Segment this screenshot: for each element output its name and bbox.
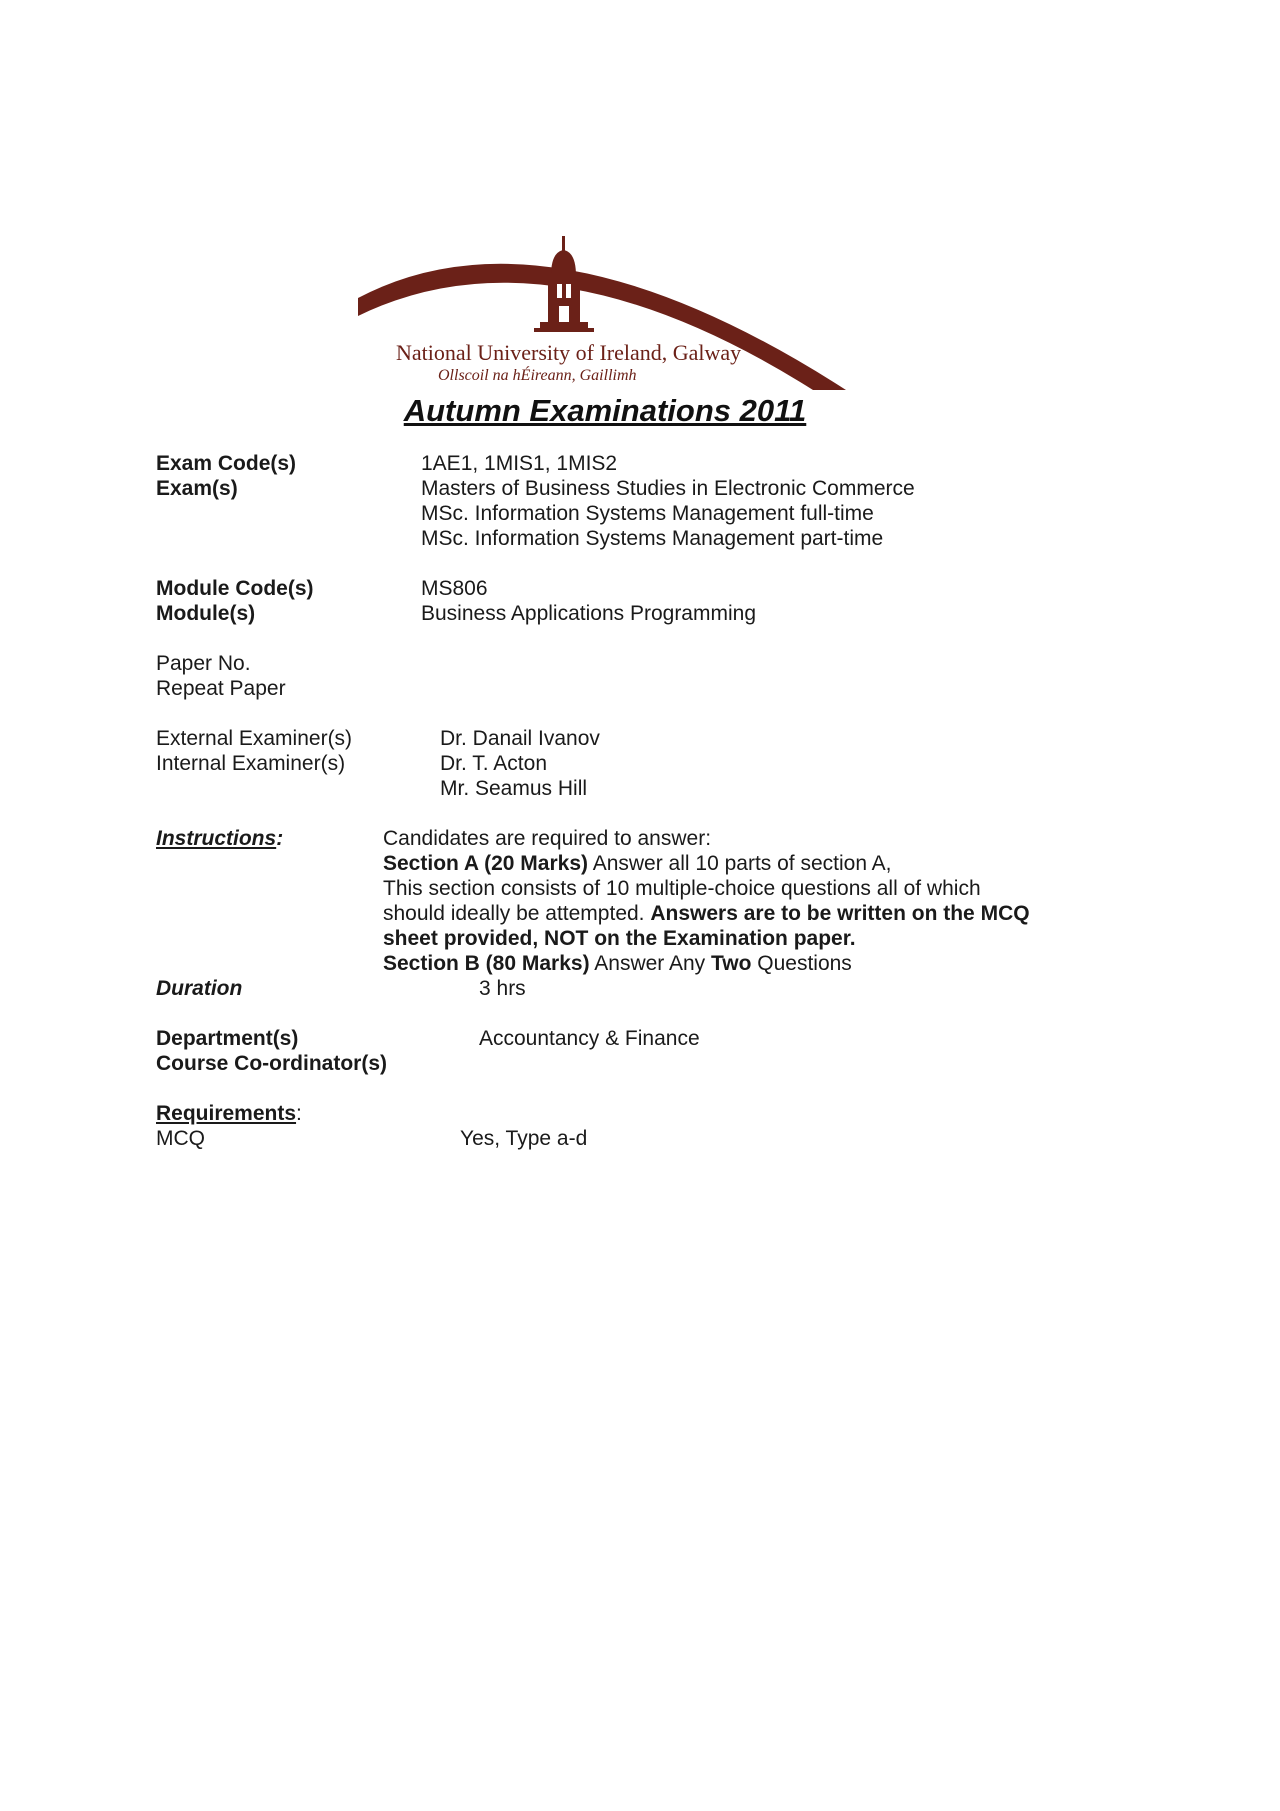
section-b-two: Two — [710, 952, 752, 975]
section-a-heading: Section A (20 Marks) — [383, 852, 589, 875]
instructions-desc-line1: This section consists of 10 multiple-choice questions all of which — [383, 877, 981, 900]
mcq-label: MCQ — [156, 1127, 205, 1150]
instructions-section-b — [383, 951, 852, 976]
desc-line2-bold: Answers are to be written on the MCQ — [650, 902, 1030, 925]
course-coordinators-label: Course Co-ordinator(s) — [156, 1052, 387, 1075]
exam-codes-value: 1AE1, 1MIS1, 1MIS2 — [421, 452, 618, 475]
external-examiners-label: External Examiner(s) — [156, 727, 353, 750]
modules-label: Module(s) — [156, 602, 256, 625]
logo-name-english: National University of Ireland, Galway — [396, 340, 742, 365]
requirements-label — [156, 1101, 302, 1126]
internal-examiners-label: Internal Examiner(s) — [156, 752, 346, 775]
section-b-end: Questions — [751, 952, 852, 975]
internal-examiner-1: Dr. T. Acton — [440, 752, 547, 775]
requirements-colon: : — [296, 1102, 302, 1125]
duration-label: Duration — [156, 977, 243, 1000]
section-a-text: Answer all 10 parts of section A, — [588, 852, 892, 875]
instructions-section-a — [383, 851, 892, 876]
internal-examiner-2: Mr. Seamus Hill — [440, 777, 588, 800]
instructions-intro: Candidates are required to answer: — [383, 827, 712, 850]
exams-label: Exam(s) — [156, 477, 238, 500]
instructions-desc-line2 — [383, 901, 1030, 926]
page-title: Autumn Examinations 2011 — [403, 393, 807, 428]
repeat-paper-label: Repeat Paper — [156, 677, 286, 700]
exam-value-1: Masters of Business Studies in Electronic Commerce — [421, 477, 915, 500]
module-codes-value: MS806 — [421, 577, 488, 600]
instructions-label — [156, 826, 283, 851]
exam-value-2: MSc. Information Systems Management full-time — [421, 502, 874, 525]
section-b-heading: Section B (80 Marks) — [383, 952, 590, 975]
exam-value-3: MSc. Information Systems Management part-time — [421, 527, 884, 550]
mcq-value: Yes, Type a-d — [460, 1127, 588, 1150]
module-codes-label: Module Code(s) — [156, 577, 314, 600]
desc-line2-normal: should ideally be attempted. — [383, 902, 651, 925]
logo-name-irish: Ollscoil na hÉireann, Gaillimh — [438, 367, 637, 384]
requirements-label-text: Requirements — [156, 1102, 297, 1125]
departments-label: Department(s) — [156, 1027, 299, 1050]
departments-value: Accountancy & Finance — [479, 1027, 700, 1050]
instructions-desc-line3: sheet provided, NOT on the Examination paper. — [383, 927, 856, 950]
paper-no-label: Paper No. — [156, 652, 251, 675]
modules-value: Business Applications Programming — [421, 602, 756, 625]
section-b-mid: Answer Any — [589, 952, 711, 975]
external-examiners-value: Dr. Danail Ivanov — [440, 727, 600, 750]
instructions-label-colon: : — [276, 827, 284, 850]
university-logo — [358, 228, 846, 390]
instructions-label-text: Instructions — [156, 827, 277, 850]
exam-codes-label: Exam Code(s) — [156, 452, 297, 475]
duration-value: 3 hrs — [479, 977, 526, 1000]
